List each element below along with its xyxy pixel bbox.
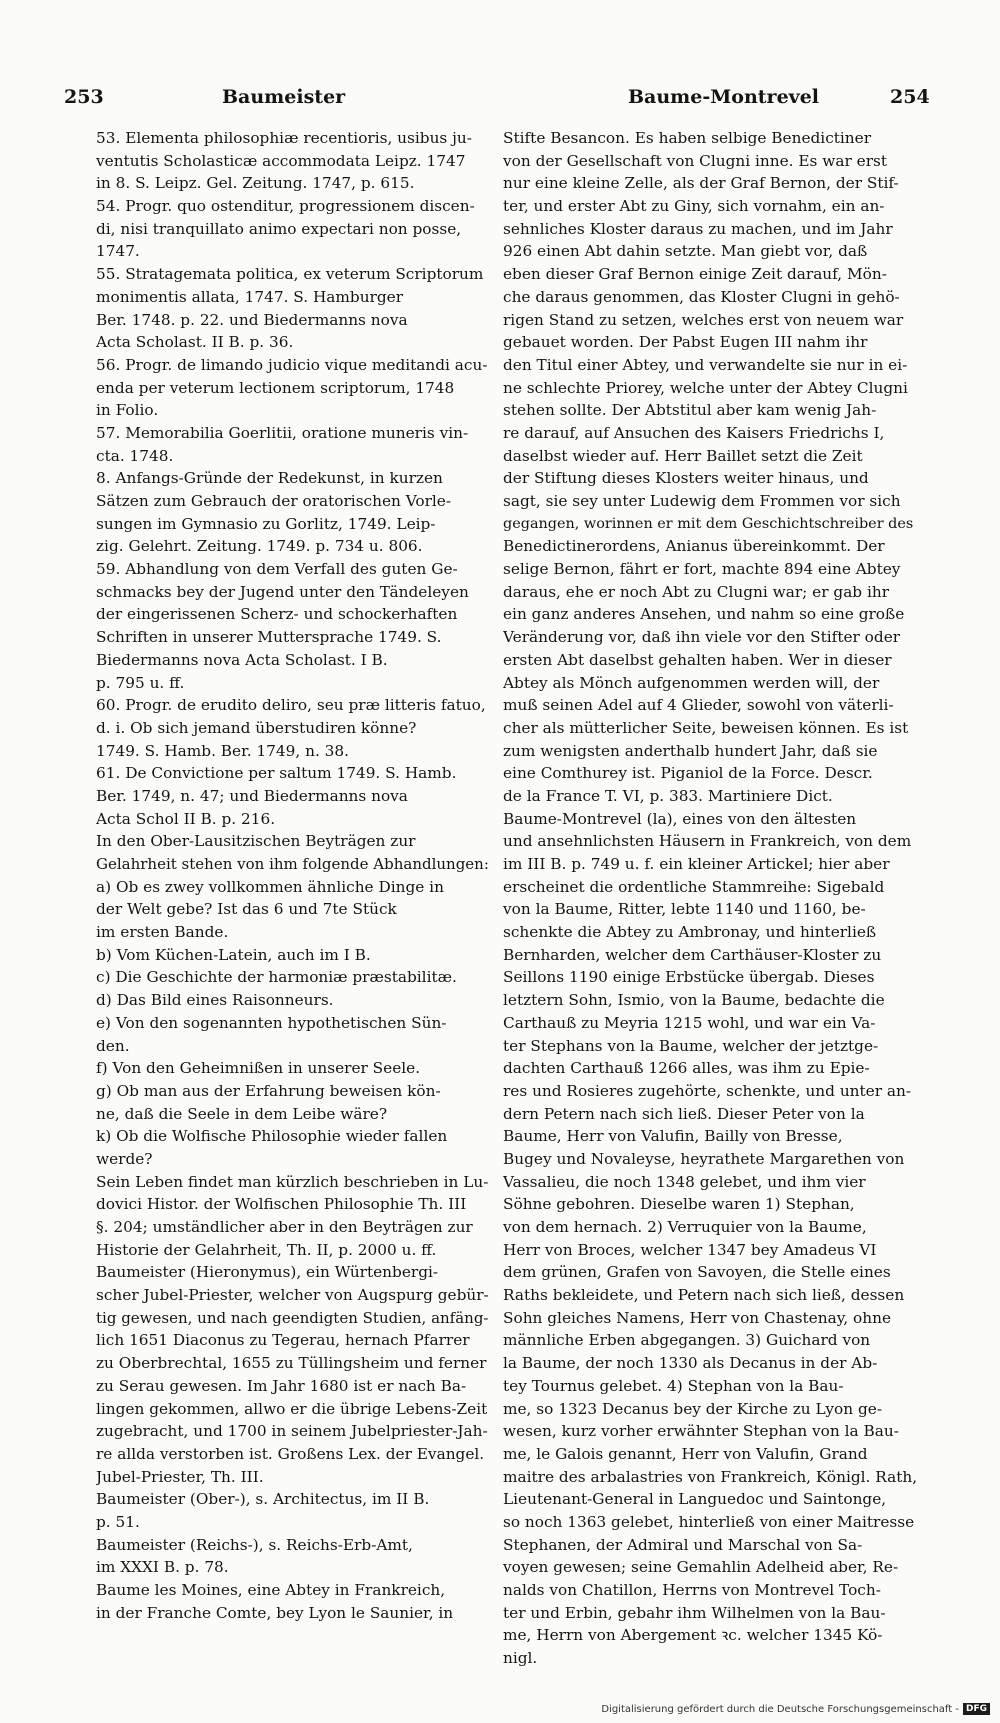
text-line: Söhne gebohren. Dieselbe waren 1) Stephan, [503, 1195, 855, 1214]
text-line: zu Serau gewesen. Im Jahr 1680 ist er nach Ba- [96, 1376, 467, 1395]
text-line: muß seinen Adel auf 4 Glieder, sowohl von väterli- [503, 696, 894, 715]
text-line: von der Gesellschaft von Clugni inne. Es war erst [503, 151, 888, 170]
text-line: Acta Schol II B. p. 216. [96, 809, 276, 828]
text-line: p. 51. [96, 1512, 140, 1531]
text-line: daraus, ehe er noch Abt zu Clugni war; er gab ihr [503, 582, 890, 601]
text-line: im ersten Bande. [96, 923, 229, 942]
text-line: me, Herrn von Abergement ꝛc. welcher 1345 Kö- [503, 1626, 883, 1645]
text-line: wesen, kurz vorher erwähnter Stephan von la Bau- [503, 1422, 899, 1441]
text-line: dovici Histor. der Wolfischen Philosophie Th. III [96, 1195, 467, 1214]
text-line: Benedictinerordens, Anianus übereinkommt. Der [503, 537, 885, 556]
text-line: sagt, sie sey unter Ludewig dem Frommen vor sich [503, 492, 901, 510]
text-line: der eingerissenen Scherz- und schockerhaften [96, 605, 458, 624]
text-line: stehen sollte. Der Abtstitul aber kam wenig Jah- [503, 401, 877, 420]
text-line: in 8. S. Leipz. Gel. Zeitung. 1747, p. 615. [96, 174, 415, 193]
text-line: in der Franche Comte, bey Lyon le Saunier, in [96, 1603, 454, 1622]
text-line: Baume, Herr von Valufin, Bailly von Bresse, [503, 1127, 843, 1146]
text-line: schenkte die Abtey zu Ambronay, und hinterließ [503, 923, 877, 942]
text-line: dachten Carthauß 1266 alles, was ihm zu Epie- [503, 1059, 870, 1078]
text-line: tig gewesen, und nach geendigten Studien, anfäng- [96, 1308, 489, 1327]
text-line: ein ganz anderes Ansehen, und nahm so eine große [503, 605, 905, 624]
text-line: Bugey und Novaleyse, heyrathete Margarethen von [503, 1149, 905, 1168]
text-line: Veränderung vor, daß ihn viele vor den Stifter oder [503, 628, 901, 647]
text-line: 8. Anfangs-Gründe der Redekunst, in kurzen [96, 469, 443, 488]
text-line: de la France T. VI, p. 383. Martiniere Dict. [503, 786, 833, 805]
text-line: ne, daß die Seele in dem Leibe wäre? [96, 1104, 388, 1123]
text-line: zugebracht, und 1700 in seinem Jubelpriester-Jah- [96, 1422, 488, 1441]
text-line: In den Ober-Lausitzischen Beyträgen zur [96, 832, 416, 851]
text-line: Carthauß zu Meyria 1215 wohl, und war ein Va- [503, 1013, 876, 1032]
text-line: erscheinet die ordentliche Stammreihe: Sigebald [503, 877, 885, 896]
text-line: Vassalieu, die noch 1348 gelebet, und ihm vier [503, 1172, 866, 1191]
left-page-number: 253 [64, 86, 104, 108]
text-line: von la Baume, Ritter, lebte 1140 und 1160, be- [503, 900, 866, 919]
text-line: 56. Progr. de limando judicio vique meditandi acu- [96, 355, 488, 374]
text-line: d) Das Bild eines Raisonneurs. [96, 991, 334, 1010]
text-line: ter, und erster Abt zu Giny, sich vornahm, ein an- [503, 197, 885, 216]
text-line: sehnliches Kloster daraus zu machen, und im Jahr [503, 219, 893, 238]
text-line: 1747. [96, 242, 140, 261]
text-line: Biedermanns nova Acta Scholast. I B. [96, 650, 388, 669]
text-line: sungen im Gymnasio zu Gorlitz, 1749. Leip- [96, 514, 436, 533]
text-line: der Welt gebe? Ist das 6 und 7te Stück [96, 900, 397, 919]
text-line: §. 204; umständlicher aber in den Beyträgen zur [96, 1218, 473, 1236]
text-line: in Folio. [96, 401, 159, 420]
digitization-footer [601, 1703, 990, 1715]
text-line: g) Ob man aus der Erfahrung beweisen kön- [96, 1081, 441, 1100]
running-header [0, 86, 1000, 116]
right-page-number: 254 [890, 86, 930, 108]
text-line: e) Von den sogenannten hypothetischen Sün- [96, 1013, 447, 1032]
text-line: 926 einen Abt dahin setzte. Man giebt vor, daß [503, 242, 868, 261]
text-line: c) Die Geschichte der harmoniæ præstabilitæ. [96, 968, 457, 987]
text-line: res und Rosieres zugehörte, schenkte, und unter an- [503, 1081, 912, 1100]
text-line: enda per veterum lectionem scriptorum, 1748 [96, 378, 455, 397]
text-line: ersten Abt daselbst gehalten haben. Wer in dieser [503, 650, 892, 669]
text-line: 60. Progr. de erudito deliro, seu præ litteris fatuo, [96, 696, 486, 715]
text-line: den. [96, 1036, 130, 1055]
text-line: werde? [96, 1149, 153, 1168]
text-line: 54. Progr. quo ostenditur, progressionem discen- [96, 197, 475, 216]
text-line: monimentis allata, 1747. S. Hamburger [96, 287, 404, 306]
text-line: ventutis Scholasticæ accommodata Leipz. 1747 [96, 151, 466, 170]
text-line: eben dieser Graf Bernon einige Zeit darauf, Mön- [503, 265, 887, 284]
text-line: daselbst wieder auf. Herr Baillet setzt die Zeit [503, 446, 863, 465]
text-line: Raths bekleidete, und Petern nach sich ließ, dessen [503, 1286, 905, 1305]
text-line: Baumeister (Ober-), s. Architectus, im II B. [96, 1490, 430, 1509]
text-line: eine Comthurey ist. Piganiol de la Force. Descr. [503, 764, 873, 783]
text-line: Baumeister (Reichs-), s. Reichs-Erb-Amt, [96, 1535, 413, 1554]
text-line: Baume les Moines, eine Abtey in Frankreich, [96, 1581, 446, 1599]
text-line: Historie der Gelahrheit, Th. II, p. 2000 u. ff. [96, 1240, 437, 1259]
text-line: nur eine kleine Zelle, als der Graf Bernon, der Stif- [503, 174, 899, 193]
right-text-column [503, 127, 921, 1670]
text-line: ter Stephans von la Baume, welcher der jetztge- [503, 1036, 879, 1055]
left-running-head: Baumeister [222, 86, 346, 108]
text-line: schmacks bey der Jugend unter den Tändeleyen [96, 582, 469, 601]
text-line: Sein Leben findet man kürzlich beschrieben in Lu- [96, 1172, 489, 1191]
text-line: me, le Galois genannt, Herr von Valufin, Grand [503, 1444, 868, 1463]
text-line: 61. De Convictione per saltum 1749. S. Hamb. [96, 764, 457, 783]
text-line: der Stiftung dieses Klosters weiter hinaus, und [503, 469, 869, 488]
text-line: lich 1651 Diaconus zu Tegerau, hernach Pfarrer [96, 1331, 470, 1350]
text-line: f) Von den Geheimnißen in unserer Seele. [96, 1059, 421, 1078]
text-line: ne schlechte Priorey, welche unter der Abtey Clugni [503, 378, 908, 397]
text-line: cher als mütterlicher Seite, beweisen können. Es ist [503, 718, 909, 737]
text-line: k) Ob die Wolfische Philosophie wieder fallen [96, 1127, 448, 1146]
text-line: Baume-Montrevel (la), eines von den ältesten [503, 809, 857, 828]
text-line: dern Petern nach sich ließ. Dieser Peter von la [503, 1104, 865, 1123]
text-line: letztern Sohn, Ismio, von la Baume, bedachte die [503, 991, 885, 1010]
text-line: Stifte Besancon. Es haben selbige Benedictiner [503, 129, 872, 147]
text-line: scher Jubel-Priester, welcher von Augspurg gebür- [96, 1286, 489, 1305]
text-line: im XXXI B. p. 78. [96, 1558, 229, 1577]
funding-credit: Digitalisierung gefördert durch die Deutsche Forschungsgemeinschaft - [601, 1703, 959, 1715]
text-line: cta. 1748. [96, 446, 174, 465]
text-line: lingen gekommen, allwo er die übrige Lebens-Zeit [96, 1399, 488, 1418]
right-running-head: Baume-Montrevel [628, 86, 820, 108]
text-line: Jubel-Priester, Th. III. [96, 1467, 264, 1486]
text-line: gegangen, worinnen er mit dem Geschichtschreiber des [503, 515, 914, 532]
text-line: im III B. p. 749 u. f. ein kleiner Artickel; hier aber [503, 855, 890, 873]
text-line: so noch 1363 gelebet, hinterließ von einer Maitresse [503, 1512, 915, 1531]
text-line: d. i. Ob sich jemand überstudiren könne? [96, 718, 417, 737]
text-line: Sätzen zum Gebrauch der oratorischen Vorle- [96, 492, 452, 510]
text-line: zig. Gelehrt. Zeitung. 1749. p. 734 u. 806. [96, 537, 423, 556]
text-line: den Titul einer Abtey, und verwandelte sie nur in ei- [503, 355, 908, 374]
text-line: Abtey als Mönch aufgenommen werden will, der [503, 673, 880, 692]
text-line: zu Oberbrechtal, 1655 zu Tüllingsheim und ferner [96, 1354, 487, 1373]
text-line: re darauf, auf Ansuchen des Kaisers Friedrichs I, [503, 423, 885, 442]
text-line: p. 795 u. ff. [96, 673, 185, 692]
text-line: selige Bernon, fährt er fort, machte 894 eine Abtey [503, 560, 901, 579]
text-line: 57. Memorabilia Goerlitii, oratione muneris vin- [96, 423, 469, 442]
text-line: 59. Abhandlung von dem Verfall des guten Ge- [96, 560, 458, 579]
text-line: gebauet worden. Der Pabst Eugen III nahm ihr [503, 333, 868, 352]
text-line: di, nisi tranquillato animo expectari non posse, [96, 219, 462, 238]
text-line: che daraus genommen, das Kloster Clugni in gehö- [503, 287, 900, 306]
text-line: nalds von Chatillon, Herrns von Montrevel Toch- [503, 1581, 881, 1599]
text-line: b) Vom Küchen-Latein, auch im I B. [96, 945, 371, 964]
text-line: und ansehnlichsten Häusern in Frankreich, von dem [503, 832, 912, 851]
text-line: la Baume, der noch 1330 als Decanus in der Ab- [503, 1354, 878, 1373]
text-line: voyen gewesen; seine Gemahlin Adelheid aber, Re- [503, 1558, 899, 1577]
text-line: Acta Scholast. II B. p. 36. [96, 333, 294, 352]
text-line: Schriften in unserer Muttersprache 1749. S. [96, 628, 442, 647]
text-line: me, so 1323 Decanus bey der Kirche zu Lyon ge- [503, 1399, 882, 1418]
text-line: a) Ob es zwey vollkommen ähnliche Dinge in [96, 877, 444, 896]
text-line: Stephanen, der Admiral und Marschal von Sa- [503, 1535, 863, 1554]
text-line: Lieutenant-General in Languedoc und Saintonge, [503, 1490, 887, 1509]
text-line: 1749. S. Hamb. Ber. 1749, n. 38. [96, 741, 350, 760]
dfg-logo: DFG [963, 1703, 990, 1715]
text-line: 53. Elementa philosophiæ recentioris, usibus ju- [96, 129, 472, 147]
text-line: 55. Stratagemata politica, ex veterum Scriptorum [96, 265, 484, 284]
text-line: dem grünen, Grafen von Savoyen, die Stelle eines [503, 1263, 891, 1282]
text-line: Seillons 1190 einige Erbstücke übergab. Dieses [503, 968, 875, 987]
text-line: Ber. 1749, n. 47; und Biedermanns nova [96, 786, 408, 805]
left-text-column [96, 127, 491, 1624]
text-line: männliche Erben abgegangen. 3) Guichard von [503, 1331, 871, 1350]
text-line: nigl. [503, 1649, 538, 1668]
text-line: Herr von Broces, welcher 1347 bey Amadeus VI [503, 1240, 877, 1259]
text-line: Baumeister (Hieronymus), ein Würtenbergi- [96, 1263, 439, 1282]
text-line: re allda verstorben ist. Großens Lex. der Evangel. [96, 1444, 485, 1463]
text-line: tey Tournus gelebet. 4) Stephan von la Bau- [503, 1376, 844, 1395]
text-line: Sohn gleiches Namens, Herr von Chastenay, ohne [503, 1308, 892, 1327]
text-line: Gelahrheit stehen von ihm folgende Abhandlungen: [96, 855, 489, 873]
text-line: zum wenigsten anderthalb hundert Jahr, daß sie [503, 741, 878, 760]
text-line: rigen Stand zu setzen, welches erst von neuem war [503, 310, 904, 329]
text-line: Bernharden, welcher dem Carthäuser-Kloster zu [503, 945, 882, 964]
text-line: ter und Erbin, gebahr ihm Wilhelmen von la Bau- [503, 1603, 886, 1622]
text-line: Ber. 1748. p. 22. und Biedermanns nova [96, 310, 408, 329]
text-line: maitre des arbalastries von Frankreich, Königl. Rath, [503, 1467, 918, 1486]
text-line: von dem hernach. 2) Verruquier von la Baume, [503, 1218, 867, 1236]
